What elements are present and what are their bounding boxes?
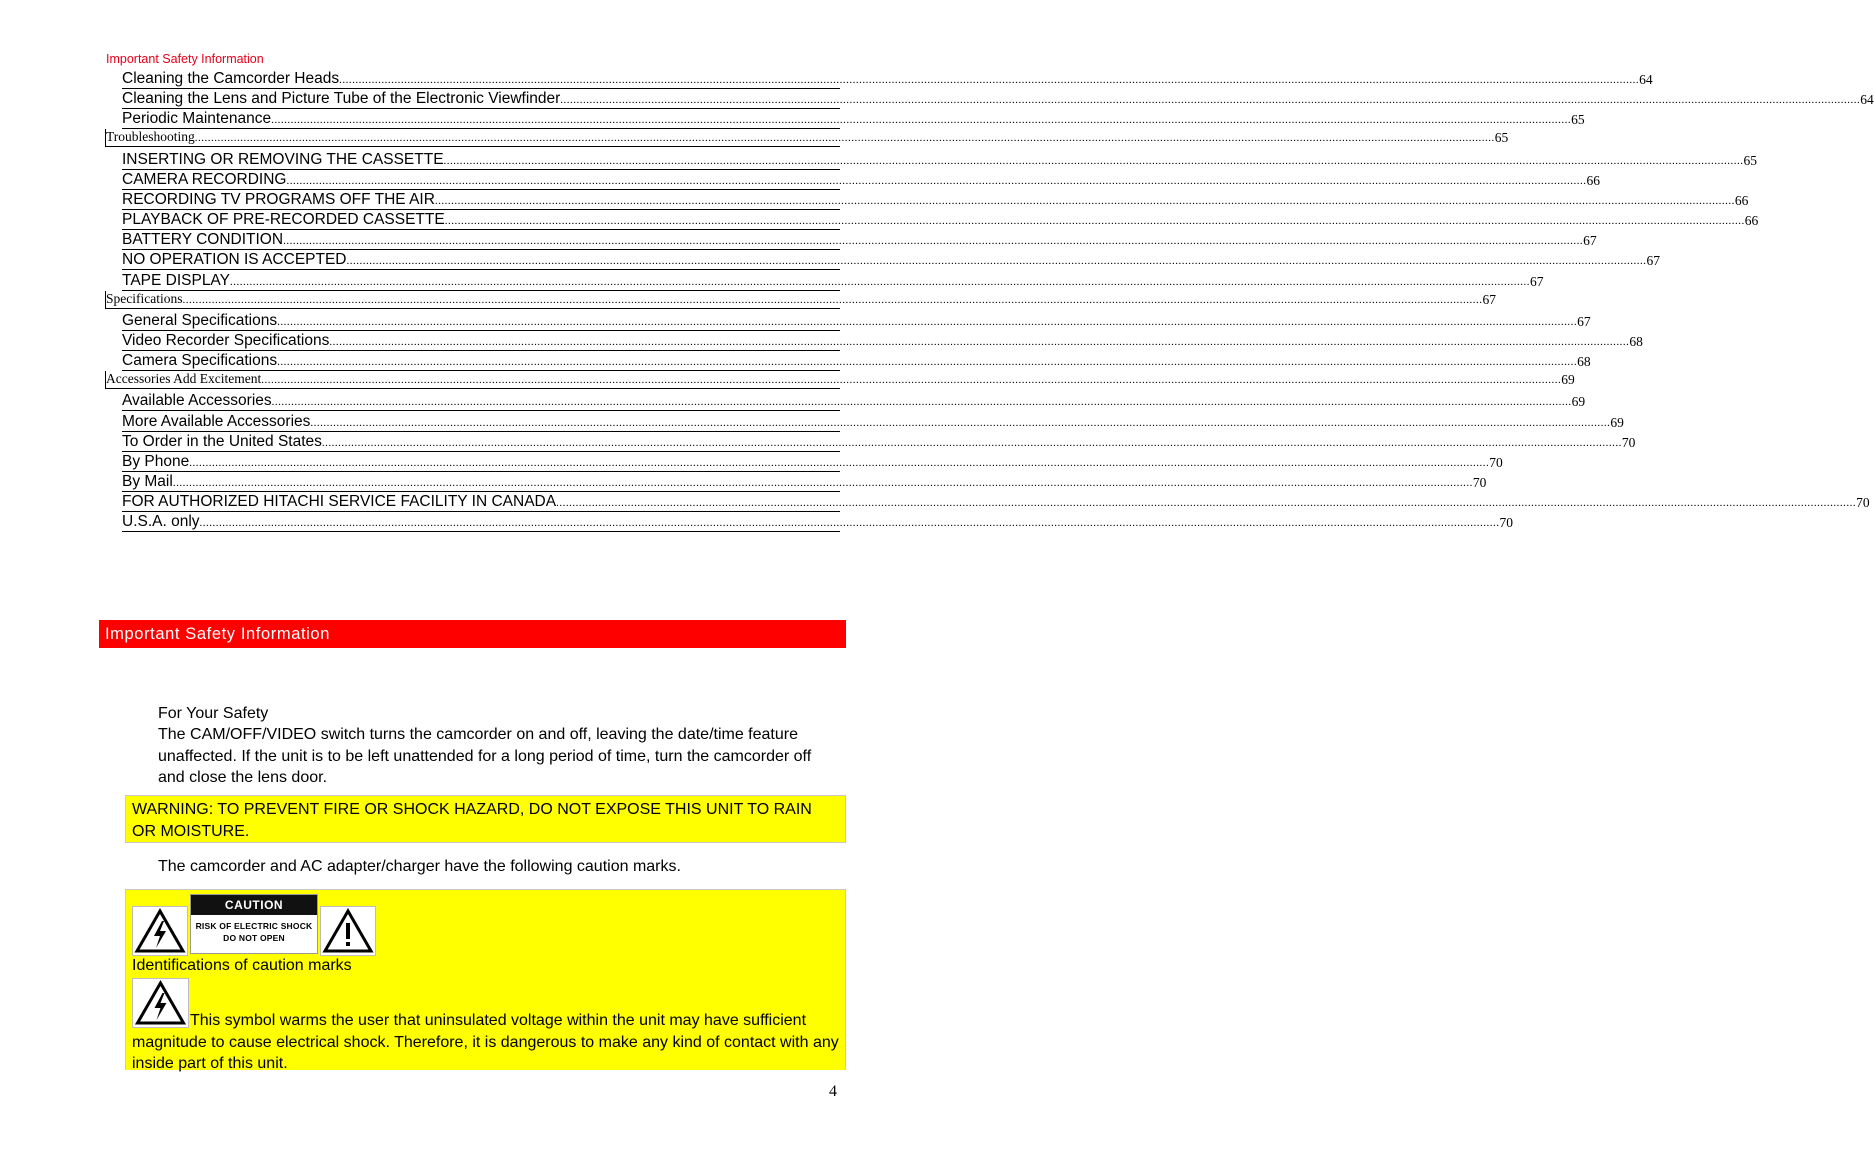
toc-entry-title: U.S.A. only <box>122 513 200 531</box>
safety-text: The CAM/OFF/VIDEO switch turns the camcorder on and off, leaving the date/time feature unaffected. If the unit is to be left unattended for a long period of time, turn the camcorder off and close the lens door. <box>158 726 812 786</box>
toc-leader-dots: ................................................................................................................................................................................................................................................................................................................................................................................................................ <box>434 194 1735 207</box>
toc-entry-page: 66 <box>1586 172 1600 188</box>
toc-leader-dots: ................................................................................................................................................................................................................................................................................................................................................................................................................ <box>199 517 1500 530</box>
toc-leader-dots: ................................................................................................................................................................................................................................................................................................................................................................................................................ <box>321 436 1622 449</box>
toc-leader-dots: ................................................................................................................................................................................................................................................................................................................................................................................................................ <box>560 94 1861 107</box>
page-number: 4 <box>829 1083 837 1100</box>
toc-leader-dots: ................................................................................................................................................................................................................................................................................................................................................................................................................ <box>339 74 1640 86</box>
toc-entry[interactable] <box>122 109 1585 129</box>
toc-entry-page: 70 <box>1489 454 1503 470</box>
running-header: Important Safety Information <box>106 52 264 66</box>
toc-entry-page: 66 <box>1744 213 1759 229</box>
toc-entry-page: 65 <box>1743 152 1758 168</box>
toc-entry-page: 69 <box>1610 414 1624 430</box>
toc-entry-title: Video Recorder Specifications <box>122 331 330 349</box>
toc-entry-page: 68 <box>1577 354 1591 370</box>
toc-entry[interactable] <box>122 150 1758 170</box>
toc-leader-dots: ................................................................................................................................................................................................................................................................................................................................................................................................................ <box>444 215 1745 228</box>
toc-leader-dots: ................................................................................................................................................................................................................................................................................................................................................................................................................ <box>277 356 1578 369</box>
toc-entry-page: 68 <box>1629 333 1643 349</box>
warning-text: WARNING: TO PREVENT FIRE OR SHOCK HAZARD, DO NOT EXPOSE THIS UNIT TO RAIN OR MOISTURE. <box>132 801 812 840</box>
toc-entry-title: PLAYBACK OF PRE-RECORDED CASSETTE <box>122 211 445 229</box>
toc-entry-title: To Order in the United States <box>122 432 322 450</box>
toc-entry-title: RECORDING TV PROGRAMS OFF THE AIR <box>122 190 435 208</box>
section-title: Important Safety Information <box>105 624 330 643</box>
caution-identifications-label: Identifications of caution marks <box>132 957 352 974</box>
toc-entry-title: General Specifications <box>122 311 278 329</box>
toc-entry[interactable] <box>122 492 1870 512</box>
toc-leader-dots: ................................................................................................................................................................................................................................................................................................................................................................................................................ <box>182 293 1483 306</box>
toc-entry[interactable] <box>122 412 1624 432</box>
toc-entry[interactable] <box>122 250 1661 270</box>
toc-entry-page: 67 <box>1482 291 1496 307</box>
toc-entry-page: 69 <box>1571 394 1586 410</box>
toc-leader-dots: ................................................................................................................................................................................................................................................................................................................................................................................................................ <box>261 374 1562 387</box>
caution-label-line1: RISK OF ELECTRIC SHOCK <box>195 921 313 931</box>
toc-entry-page: 64 <box>1860 92 1874 108</box>
toc-section-entry[interactable] <box>105 129 1509 147</box>
toc-entry-title: More Available Accessories <box>122 412 311 430</box>
symbol-description: This symbol warms the user that uninsulated voltage within the unit may have sufficient magnitude to cause electrical shock. Therefore, it is dangerous to make any kind of contact with any inside part of this unit. <box>132 1012 839 1072</box>
toc-entry-title: NO OPERATION IS ACCEPTED <box>122 251 347 269</box>
toc-entry-page: 67 <box>1646 253 1661 269</box>
lightning-triangle-icon <box>132 906 188 956</box>
toc-entry-title: Camera Specifications <box>122 352 278 370</box>
toc-entry[interactable] <box>122 391 1586 411</box>
exclamation-triangle-icon <box>320 906 376 956</box>
toc-leader-dots: ................................................................................................................................................................................................................................................................................................................................................................................................................ <box>189 456 1490 469</box>
toc-entry[interactable] <box>122 432 1636 452</box>
toc-entry-title: BATTERY CONDITION <box>122 231 284 249</box>
toc-leader-dots: ................................................................................................................................................................................................................................................................................................................................................................................................................ <box>194 132 1495 145</box>
toc-leader-dots: ................................................................................................................................................................................................................................................................................................................................................................................................................ <box>346 255 1647 268</box>
toc-leader-dots: ................................................................................................................................................................................................................................................................................................................................................................................................................ <box>229 275 1530 288</box>
toc-entry[interactable] <box>122 271 1544 291</box>
toc-entry-page: 70 <box>1856 495 1870 511</box>
toc-entry-page: 64 <box>1639 72 1653 87</box>
section-banner <box>99 620 846 648</box>
toc-entry-page: 67 <box>1583 233 1597 249</box>
toc-leader-dots: ................................................................................................................................................................................................................................................................................................................................................................................................................ <box>271 396 1572 409</box>
toc-leader-dots: ................................................................................................................................................................................................................................................................................................................................................................................................................ <box>271 114 1572 127</box>
toc-entry[interactable] <box>122 331 1643 351</box>
toc-entry-title: Specifications <box>106 290 183 306</box>
toc-entry-title: By Mail <box>122 473 173 490</box>
toc-entry-title: Troubleshooting <box>106 129 195 145</box>
toc-entry[interactable] <box>122 69 1653 89</box>
toc-leader-dots: ................................................................................................................................................................................................................................................................................................................................................................................................................ <box>277 315 1578 328</box>
toc-entry-title: Accessories Add Excitement <box>106 371 262 387</box>
caution-label-line2: DO NOT OPEN <box>223 933 285 943</box>
toc-entry-title: FOR AUTHORIZED HITACHI SERVICE FACILITY IN CANADA <box>122 493 557 511</box>
toc-section-entry[interactable] <box>105 290 1496 309</box>
toc-section-entry[interactable] <box>105 371 1575 389</box>
toc-entry[interactable] <box>122 89 1874 109</box>
safety-heading: For Your Safety <box>158 705 269 722</box>
warning-box <box>125 795 846 843</box>
toc-leader-dots: ................................................................................................................................................................................................................................................................................................................................................................................................................ <box>286 174 1587 187</box>
toc-entry[interactable] <box>122 311 1591 331</box>
toc-entry-title: Cleaning the Lens and Picture Tube of the Electronic Viewfinder <box>122 90 561 108</box>
toc-entry-title: Periodic Maintenance <box>122 110 272 128</box>
caution-label-title: CAUTION <box>191 895 317 915</box>
toc-entry-title: By Phone <box>122 452 190 470</box>
toc-entry[interactable] <box>122 452 1503 472</box>
toc-entry-page: 70 <box>1499 515 1514 531</box>
toc-leader-dots: ................................................................................................................................................................................................................................................................................................................................................................................................................ <box>556 497 1857 510</box>
toc-leader-dots: ................................................................................................................................................................................................................................................................................................................................................................................................................ <box>310 416 1611 429</box>
toc-entry[interactable] <box>122 210 1759 230</box>
toc-entry-title: Available Accessories <box>122 392 272 410</box>
toc-entry-title: CAMERA RECORDING <box>122 170 287 188</box>
toc-entry[interactable] <box>122 351 1591 371</box>
toc-entry[interactable] <box>122 230 1597 250</box>
toc-leader-dots: ................................................................................................................................................................................................................................................................................................................................................................................................................ <box>172 477 1473 489</box>
toc-entry[interactable] <box>122 512 1514 532</box>
caution-intro: The camcorder and AC adapter/charger have the following caution marks. <box>158 858 681 875</box>
toc-entry-title: Cleaning the Camcorder Heads <box>122 70 340 87</box>
caution-label <box>190 894 318 954</box>
toc-entry-page: 67 <box>1529 273 1544 289</box>
toc-entry-page: 65 <box>1494 130 1509 146</box>
toc-leader-dots: ................................................................................................................................................................................................................................................................................................................................................................................................................ <box>329 335 1630 348</box>
toc-leader-dots: ................................................................................................................................................................................................................................................................................................................................................................................................................ <box>283 235 1584 248</box>
toc-entry-page: 70 <box>1472 475 1487 490</box>
toc-entry-page: 67 <box>1577 313 1591 329</box>
toc-entry[interactable] <box>122 170 1600 190</box>
toc-leader-dots: ................................................................................................................................................................................................................................................................................................................................................................................................................ <box>443 154 1744 167</box>
toc-entry[interactable] <box>122 190 1749 210</box>
toc-entry-page: 66 <box>1734 192 1749 208</box>
toc-entry-page: 65 <box>1571 112 1585 128</box>
toc-entry-page: 69 <box>1561 372 1575 388</box>
toc-entry-page: 70 <box>1621 434 1636 450</box>
toc-entry-title: INSERTING OR REMOVING THE CASSETTE <box>122 150 444 168</box>
caution-marks-box <box>125 889 846 1070</box>
toc-entry-title: TAPE DISPLAY <box>122 271 230 289</box>
toc-entry[interactable] <box>122 472 1487 492</box>
